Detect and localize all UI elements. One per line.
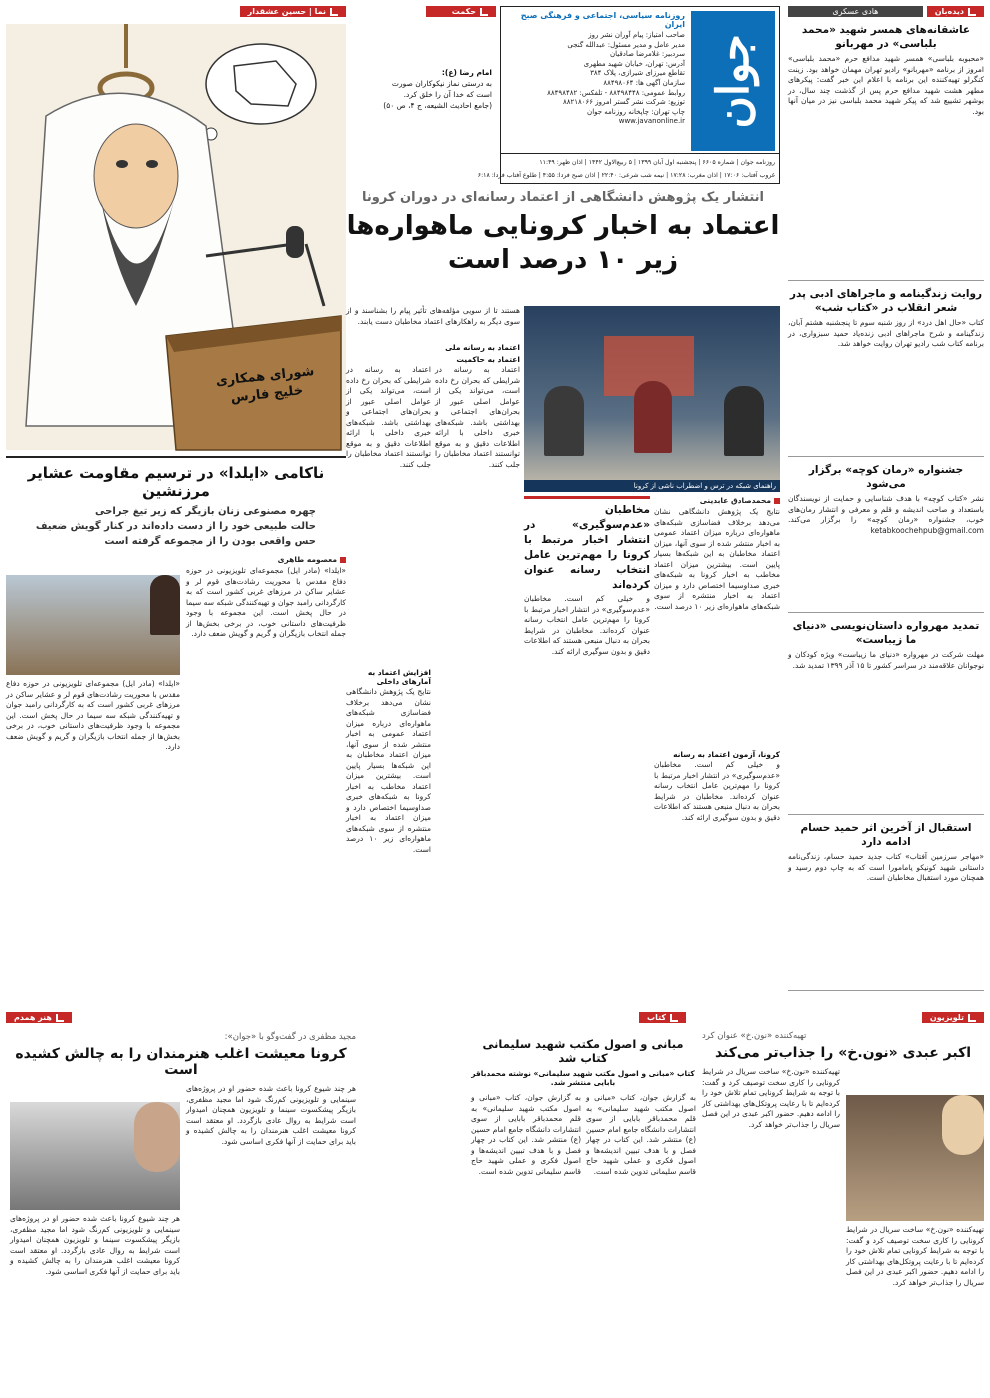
side-news-item[interactable] (788, 287, 984, 457)
hekmat-source: امام رضا (ع): (441, 68, 492, 77)
logo (691, 11, 775, 151)
main-story-photo (524, 306, 780, 492)
ilda-photo (6, 575, 180, 675)
side-news-body: «مهاجر سرزمین آفتاب» کتاب جدید حمید حسام، زندگی‌نامه داستانی شهید کونیکو یامامورا است که به چاپ دوم رسید و همچنان مورد استقبال مخاطبان است. (788, 852, 984, 882)
section-tag-honar-hamdam: هنر همدم (6, 1012, 72, 1023)
story-ketab[interactable] (470, 1012, 696, 1366)
side-news-body: مهلت شرکت در مهرواره «دنیای ما زیباست» ویژه کودکان و نوجوانان علاقه‌مند در سراسر کشور تا ۱۵ آذر ۱۳۹۹ تمدید شد. (788, 650, 984, 670)
side-news-item[interactable] (788, 23, 984, 281)
side-news-body: کتاب «حال اهل درد» از روز شنبه سوم تا پنجشنبه هشتم آبان، زندگینامه و شرح ماجراهای ادبی زنده‌یاد حمید سبزواری، در برنامه کتاب شب رادیو تهران روایت خواهد شد. (788, 318, 984, 348)
logo-text: جوان (707, 33, 759, 129)
main-body-col1b: و خیلی کم است. مخاطبان «عدم‌سوگیری» در انتشار اخبار مرتبط با کرونا را مهم‌ترین عامل انتخاب رسانه عنوان کرده‌اند. مخاطبان در شرایط بحران به دنبال منبعی هستند که اطلاعات دقیق و بدون سوگیری ارائه کند. (654, 760, 780, 822)
corona-body-1: هر چند شیوع کرونا باعث شده حضور او در پروژه‌های سینمایی و تلویزیونی کم‌رنگ شود اما مجید مظفری، بازیگر پیشکسوت سینما و تلویزیون همچنان امیدوار است شرایط به روال عادی بازگردد. او معتقد است کرونا معیشت اغلب هنرمندان را به چالش کشیده و باید برای حمایت از آنها فکری اساسی شود. (186, 1084, 356, 1146)
side-news-item[interactable] (788, 463, 984, 613)
hekmat-quote: به درستی نماز نیکوکاران صورت است که خدا آن را خلق کرد. (391, 79, 492, 99)
masthead-line: سردبیر: غلامرضا صادقیان (609, 50, 685, 59)
masthead-line: سازمان آگهی ها: ۸۸۴۹۸۰۶۴ (603, 78, 685, 87)
hekmat-box (376, 6, 496, 184)
side-news-title: جشنواره «رمان کوچه» برگزار می‌شود (808, 464, 964, 490)
masthead-info (505, 31, 685, 127)
arrow-icon (968, 1014, 976, 1022)
main-body-col3: هستند تا از سویی مؤلفه‌های تأثیر پیام را بشناسند و از سوی دیگر به راهکارهای اعتماد مخاطبان دست یابند. (346, 306, 520, 326)
arrow-icon (670, 1014, 678, 1022)
main-body-col4a: اعتماد به رسانه در شرایطی که بحران رخ داده است، می‌تواند یکی از عوامل اصلی عبور از بحران‌های اجتماعی و بهداشتی باشد. شبکه‌های خبری داخلی با ارائه اطلاعات دقیق و به موقع توانستند اعتماد مخاطبان را جلب کنند. (435, 365, 520, 469)
story-corona-artists[interactable] (6, 1012, 356, 1366)
subhead-3: افزایش اعتماد به آمارهای داخلی (367, 668, 431, 686)
pullquote: مخاطبان «عدم‌سوگیری» در انتشار اخبار مرتبط با کرونا را مهم‌ترین عامل انتخاب رسانه عنوان کرده‌اند (524, 496, 650, 588)
main-body-col1: نتایج یک پژوهش دانشگاهی نشان می‌دهد برخلاف فضاسازی شبکه‌های ماهواره‌ای درباره میزان اعتماد عمومی به اخبار منتشر شده از سوی آنها، میزان اعتماد مخاطبان به این شبکه‌ها بسیار پایین است. بیشترین میزان اعتماد مخاطب به اخبار کرونا به شبکه‌های خبری صداوسیما اختصاص دارد و میزان اعتماد به اخبار منتشره از سوی شبکه‌های ماهواره‌ای زیر ۱۰ درصد است. (654, 507, 780, 611)
ilda-body-1: «ایلدا» (مادر ایل) مجموعه‌ای تلویزیونی در حوزه دفاع مقدس با محوریت رشادت‌های قوم لر و عشایر ساکن در مرزهای غربی کشور است که به کارگردانی رامبد جوان و تهیه‌کنندگی شبکه سه سیما در حال پخش است. این مجموعه با وجود ظرفیت‌های داستانی خوب، در برخی بخش‌ها از جمله انتخاب بازیگران و گریم و گویش ضعف دارد. (186, 566, 346, 638)
masthead-line: روابط عمومی: ۸۸۴۹۸۴۴۸ - تلفکس: ۸۸۴۹۸۴۸۲ (547, 88, 685, 97)
main-headline-2: زیر ۱۰ درصد است (447, 245, 679, 275)
masthead (477, 6, 780, 184)
masthead-line: توزیع: شرکت نشر گستر امروز ۸۸۲۱۸۰۶۶ (562, 98, 685, 107)
author-hadi-askari: هادی عسکری (788, 6, 923, 17)
corona-title: کرونا معیشت اغلب هنرمندان را به چالش کشیده است (15, 1046, 347, 1078)
section-tag-cartoon: نما | حسین عشقدار (240, 6, 346, 17)
noon-body-2: تهیه‌کننده «نون.خ» ساخت سریال در شرایط کرونایی را کاری سخت توصیف کرد و گفت: با توجه به شرایط کرونایی تمام تلاش خود را کرده‌ایم تا با رعایت پروتکل‌های بهداشتی کار را ادامه دهیم. حضور اکبر عبدی در این فصل سریال را جذاب‌تر خواهد کرد. (702, 1067, 840, 1129)
issue-info: روزنامه جوان | شماره ۶۶۰۵ | پنجشنبه اول آبان ۱۳۹۹ | ۵ ربیع‌الاول ۱۴۴۲ | اذان ظهر: ۱۱:۴۹ (539, 159, 775, 166)
main-body-col2: و خیلی کم است. مخاطبان «عدم‌سوگیری» در انتشار اخبار مرتبط با کرونا را مهم‌ترین عامل انتخاب رسانه عنوان کرده‌اند. مخاطبان در شرایط بحران به دنبال منبعی هستند که اطلاعات دقیق و بدون سوگیری ارائه کند. (524, 594, 650, 656)
ilda-title: ناکامی «ایلدا» در ترسیم مقاومت عشایر مرزنشین (27, 464, 325, 500)
side-news-title: تمدید مهرواره داستان‌نویسی «دنیای ما زیباست» (792, 620, 980, 646)
prayer-times: غروب آفتاب: ۱۷:۰۶ | اذان مغرب: ۱۷:۲۸ | نیمه شب شرعی: ۲۲:۴۰ | اذان صبح فردا: ۴:۵۵ | طلوع آفتاب فردا: ۶:۱۸ (477, 172, 775, 179)
ilda-deck-2: حالت طبیعی خود را از دست داده‌اند در کنار گویش ضعیف (35, 521, 316, 532)
ilda-deck-3: حس واقعی بودن را از مجموعه گرفته است (104, 536, 316, 547)
subhead-2: اعتماد به حاکمیت (456, 355, 520, 364)
ilda-deck-1: چهره مصنوعی زنان بازیگر که زیر تیغ جراحی (95, 506, 316, 517)
corona-kicker: مجید مظفری در گفت‌وگو با «جوان»: (224, 1032, 356, 1042)
story-noon-kh[interactable] (702, 1012, 984, 1366)
side-news-title: استقبال از آخرین اثر حمید حسام ادامه دارد (800, 822, 972, 848)
masthead-line: آدرس: تهران، خیابان شهید مطهری (583, 59, 685, 68)
side-news-body: نشر «کتاب کوچه» با هدف شناسایی و حمایت از نویسندگان باستعداد و صاحب اندیشه و قلم و معرفی و انتشار رمان‌های خوب، جشنواره «رمان کوچه» را برگزار می‌کند. ketabkoochehpub@gmail.com (788, 494, 984, 535)
ketab-body-1: به گزارش جوان، کتاب «مبانی و اصول مکتب شهید سلیمانی» به قلم محمدباقر بابایی از سوی انتشارات دانشگاه جامع امام حسین (ع) منتشر شد. این کتاب در چهار فصل و با هدف تبیین اندیشه‌ها و اصول فکری و عملی شهید حاج قاسم سلیمانی تدوین شده است. (586, 1093, 696, 1176)
noon-body-1: تهیه‌کننده «نون.خ» ساخت سریال در شرایط کرونایی را کاری سخت توصیف کرد و گفت: با توجه به شرایط کرونایی تمام تلاش خود را کرده‌ایم تا با رعایت پروتکل‌های بهداشتی کار را ادامه دهیم. حضور اکبر عبدی در این فصل سریال را جذاب‌تر خواهد کرد. (846, 1225, 984, 1287)
masthead-line: مدیر عامل و مدیر مسئول: عبدالله گنجی (567, 40, 685, 49)
ilda-body-2: «ایلدا» (مادر ایل) مجموعه‌ای تلویزیونی در حوزه دفاع مقدس با محوریت رشادت‌های قوم لر و عشایر ساکن در مرزهای غربی کشور است که به کارگردانی رامبد جوان و تهیه‌کنندگی شبکه سه سیما در حال پخش است. این مجموعه با وجود ظرفیت‌های داستانی خوب، در برخی بخش‌ها از جمله انتخاب بازیگران و گریم و گویش ضعف دارد. (6, 679, 180, 751)
ilda-byline: معصومه طاهری (186, 555, 346, 564)
section-tag-television: تلویزیون (922, 1012, 984, 1023)
subhead-1: اعتماد به رسانه ملی (445, 343, 520, 352)
masthead-line: چاپ تهران: چاپخانه روزنامه جوان (587, 107, 685, 116)
section-tag-dideban: دیده‌بان (927, 6, 984, 17)
noon-photo (846, 1095, 984, 1221)
main-byline: محمدصادق عابدینی (654, 496, 780, 505)
podium-label: شورای همکاری خلیج فارس (215, 363, 315, 406)
section-tag-hekmat: حکمت (426, 6, 496, 17)
side-news-item[interactable] (788, 619, 984, 815)
masthead-line[interactable]: www.javanonline.ir (618, 117, 685, 126)
corona-body-2: هر چند شیوع کرونا باعث شده حضور او در پروژه‌های سینمایی و تلویزیونی کم‌رنگ شود اما مجید مظفری، بازیگر پیشکسوت سینما و تلویزیون همچنان امیدوار است شرایط به روال عادی بازگردد. او معتقد است کرونا معیشت اغلب هنرمندان را به چالش کشیده و باید برای حمایت از آنها فکری اساسی شود. (10, 1214, 180, 1276)
main-kicker: انتشار یک پژوهش دانشگاهی از اعتماد رسانه‌ای در دوران کرونا (361, 190, 765, 205)
cartoon-panel (6, 6, 346, 450)
side-news-body: «محبوبه بلباسی» همسر شهید مدافع حرم «محمد بلباسی» امروز از برنامه «مهربانو» رادیو تهران مهمان خواهد بود. زینت کنگرلو تهیه‌کننده این برنامه با اعلام این خبر گفت: پیکرهای مطهر هشت شهید مدافع حرم پس از گذشت چند سال، در بوشهر تشییع شد که پیکر شهید محمد بلباسی نیز در میان آنها بود. (788, 54, 984, 116)
hekmat-ref: (جامع احادیث الشیعه، ج ۴، ص ۵۰) (383, 101, 492, 110)
masthead-line: صاحب امتیاز: پیام آوران نشر روز (588, 31, 685, 39)
main-body-col4c: نتایج یک پژوهش دانشگاهی نشان می‌دهد برخلاف فضاسازی شبکه‌های ماهواره‌ای درباره میزان اعتماد عمومی به اخبار منتشر شده از سوی آنها، میزان اعتماد مخاطبان به این شبکه‌ها بسیار پایین است. بیشترین میزان اعتماد مخاطب به اخبار کرونا به شبکه‌های خبری صداوسیما اختصاص دارد و میزان اعتماد به اخبار منتشره از سوی شبکه‌های ماهواره‌ای زیر ۱۰ درصد است. (346, 687, 431, 854)
subhead-4: کرونا، آزمون اعتماد به رسانه (673, 750, 780, 759)
main-body-col4b: اعتماد به رسانه در شرایطی که بحران رخ داده است، می‌تواند یکی از عوامل اصلی عبور از بحران‌های اجتماعی و بهداشتی باشد. شبکه‌های خبری داخلی با ارائه اطلاعات دقیق و به موقع توانستند اعتماد مخاطبان را جلب کنند. (346, 365, 431, 469)
section-tag-ketab: کتاب (639, 1012, 686, 1023)
ketab-title: مبانی و اصول مکتب شهید سلیمانی کتاب شد (482, 1037, 684, 1065)
arrow-icon (56, 1014, 64, 1022)
arrow-icon (330, 8, 338, 16)
masthead-tagline: روزنامه سیاسی، اجتماعی و فرهنگی صبح ایران (520, 11, 685, 29)
ketab-body-2: به گزارش جوان، کتاب «مبانی و اصول مکتب شهید سلیمانی» به قلم محمدباقر بابایی از سوی انتشارات دانشگاه جامع امام حسین (ع) منتشر شد. این کتاب در چهار فصل و با هدف تبیین اندیشه‌ها و اصول فکری و عملی شهید حاج قاسم سلیمانی تدوین شده است. (471, 1093, 581, 1176)
side-news-title: عاشقانه‌های همسر شهید «محمد بلباسی» در مهربانو (801, 24, 971, 50)
masthead-line: تقاطع میرزای شیرازی، پلاک ۳۸۴ (590, 69, 685, 78)
noon-title: اکبر عبدی «نون.خ» را جذاب‌تر می‌کند (714, 1045, 972, 1061)
corona-photo (10, 1102, 180, 1210)
ketab-deck: کتاب «مبانی و اصول مکتب شهید سلیمانی» نوشته محمدباقر بابایی منتشر شد. (471, 1069, 695, 1087)
side-news-title: روایت زندگینامه و ماجراهای ادبی پدر شعر انقلاب در «کتاب شب» (789, 288, 983, 314)
arrow-icon (968, 8, 976, 16)
arrow-icon (480, 8, 488, 16)
photo-caption: راهنمای شبکه در ترس و اضطراب ناشی از کرونا (524, 480, 780, 492)
side-news-item[interactable] (788, 821, 984, 991)
story-ilda[interactable] (6, 456, 346, 1004)
noon-kicker: تهیه‌کننده «نون.خ» عنوان کرد (702, 1031, 807, 1041)
main-headline-1: اعتماد به اخبار کرونایی ماهواره‌ها (346, 211, 780, 241)
left-news-column (788, 6, 984, 996)
